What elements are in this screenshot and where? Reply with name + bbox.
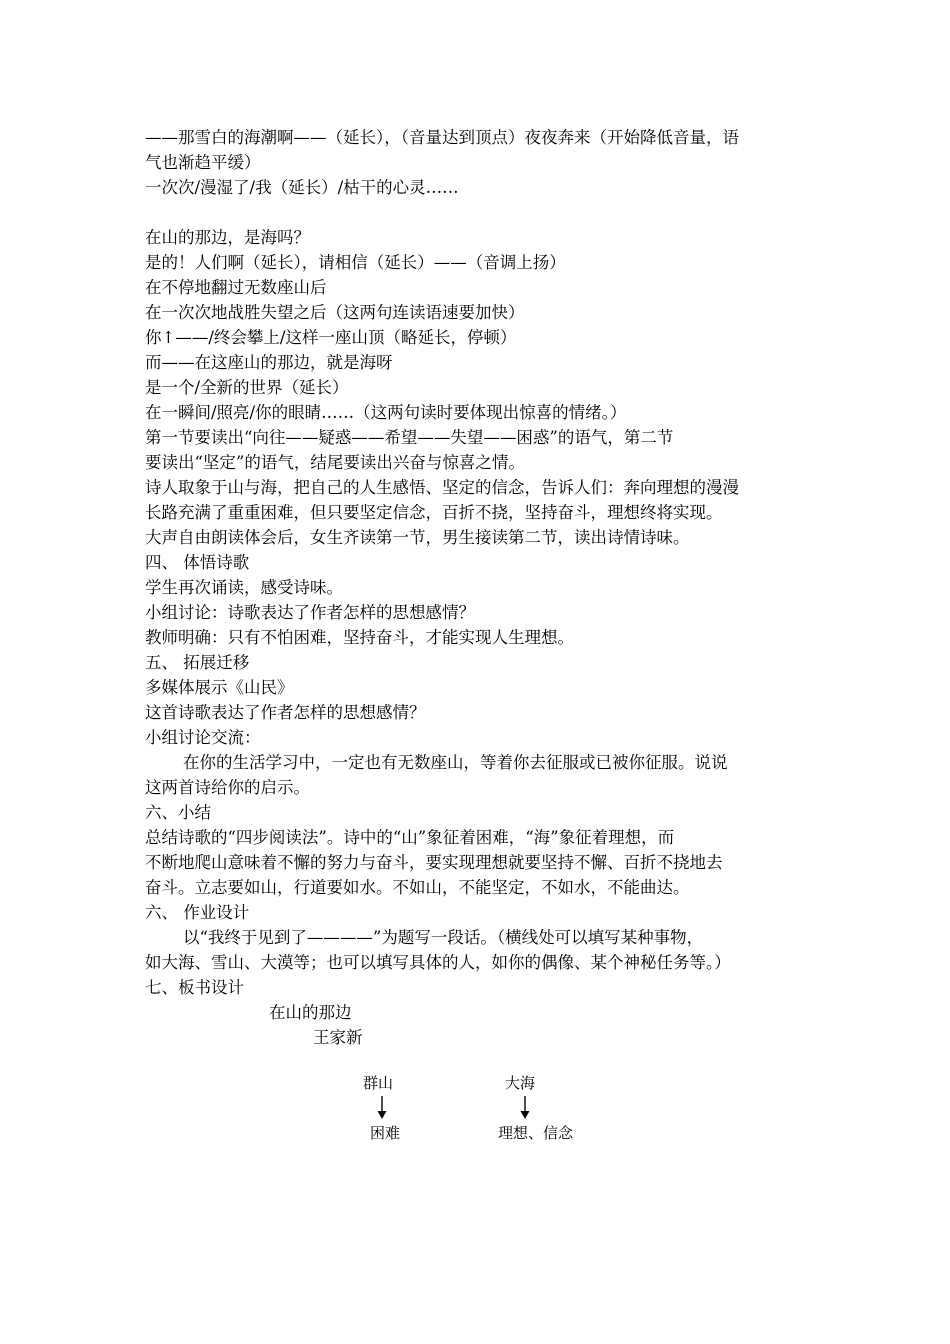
section-heading: 六、 作业设计 — [145, 903, 250, 922]
text-line: 你↑——/终会攀上/这样一座山顶（略延长，停顿） — [145, 328, 517, 347]
arrow-down-icon — [519, 1096, 531, 1120]
text-line: 这两首诗给你的启示。 — [145, 778, 310, 797]
text-line: 长路充满了重重困难，但只要坚定信念，百折不挠，坚持奋斗，理想终将实现。 — [145, 503, 723, 522]
section-heading: 六、小结 — [145, 803, 211, 822]
section-heading: 七、板书设计 — [145, 978, 244, 997]
section-heading: 五、 拓展迁移 — [145, 653, 250, 672]
arrow-down-icon — [376, 1096, 388, 1120]
board-sea: 大海 — [505, 1074, 536, 1092]
lesson-text — [145, 125, 810, 1000]
text-line: 多媒体展示《山民》 — [145, 678, 294, 697]
text-line: 而——在这座山的那边，就是海呀 — [145, 353, 393, 372]
text-line: 小组讨论交流： — [145, 728, 261, 747]
text-line: 第一节要读出“向往——疑惑——希望——失望——困惑”的语气，第二节 — [145, 428, 674, 447]
blackboard-design — [145, 1000, 810, 1160]
blank-line — [145, 200, 810, 225]
text-line: 小组讨论：诗歌表达了作者怎样的思想感情？ — [145, 603, 475, 622]
text-line: 如大海、雪山、大漠等；也可以填写具体的人，如你的偶像、某个神秘任务等。） — [145, 953, 731, 972]
board-author: 王家新 — [313, 1028, 363, 1047]
text-line: 在一瞬间/照亮/你的眼睛……（这两句读时要体现出惊喜的情绪。） — [145, 403, 627, 422]
text-line: 是的！人们啊（延长），请相信（延长）——（音调上扬） — [145, 253, 566, 272]
section-heading: 四、 体悟诗歌 — [145, 553, 250, 572]
text-line: 教师明确：只有不怕困难，坚持奋斗，才能实现人生理想。 — [145, 628, 574, 647]
text-line: 在你的生活学习中，一定也有无数座山，等着你去征服或已被你征服。说说 — [183, 753, 728, 772]
board-title: 在山的那边 — [269, 1003, 352, 1022]
text-line: 诗人取象于山与海，把自己的人生感悟、坚定的信念，告诉人们：奔向理想的漫漫 — [145, 478, 739, 497]
text-line: 学生再次诵读，感受诗味。 — [145, 578, 343, 597]
text-line: 总结诗歌的“四步阅读法”。诗中的“山”象征着困难，“海”象征着理想，而 — [145, 828, 675, 847]
text-line: 要读出“坚定”的语气，结尾要读出兴奋与惊喜之情。 — [145, 453, 525, 472]
text-line: 在一次次地战胜失望之后（这两句连读语速要加快） — [145, 303, 525, 322]
text-line: 在不停地翻过无数座山后 — [145, 278, 327, 297]
board-mountains: 群山 — [363, 1074, 394, 1092]
text-line: 一次次/漫湿了/我（延长）/枯干的心灵…… — [145, 178, 459, 197]
text-line: 在山的那边，是海吗？ — [145, 228, 310, 247]
text-line: 这首诗歌表达了作者怎样的思想感情？ — [145, 703, 426, 722]
text-line: 以“我终于见到了————”为题写一段话。（横线处可以填写某种事物， — [183, 928, 704, 947]
text-line: 奋斗。立志要如山，行道要如水。不如山，不能坚定，不如水，不能曲达。 — [145, 878, 690, 897]
board-ideal: 理想、信念 — [498, 1124, 574, 1142]
board-difficulty: 困难 — [370, 1124, 401, 1142]
text-line: 大声自由朗读体会后，女生齐读第一节，男生接读第二节，读出诗情诗味。 — [145, 528, 690, 547]
text-line: ——那雪白的海潮啊——（延长），（音量达到顶点）夜夜奔来（开始降低音量，语 — [145, 128, 739, 147]
text-line: 气也渐趋平缓） — [145, 153, 261, 172]
text-line: 是一个/全新的世界（延长） — [145, 378, 349, 397]
text-line: 不断地爬山意味着不懈的努力与奋斗，要实现理想就要坚持不懈、百折不挠地去 — [145, 853, 723, 872]
